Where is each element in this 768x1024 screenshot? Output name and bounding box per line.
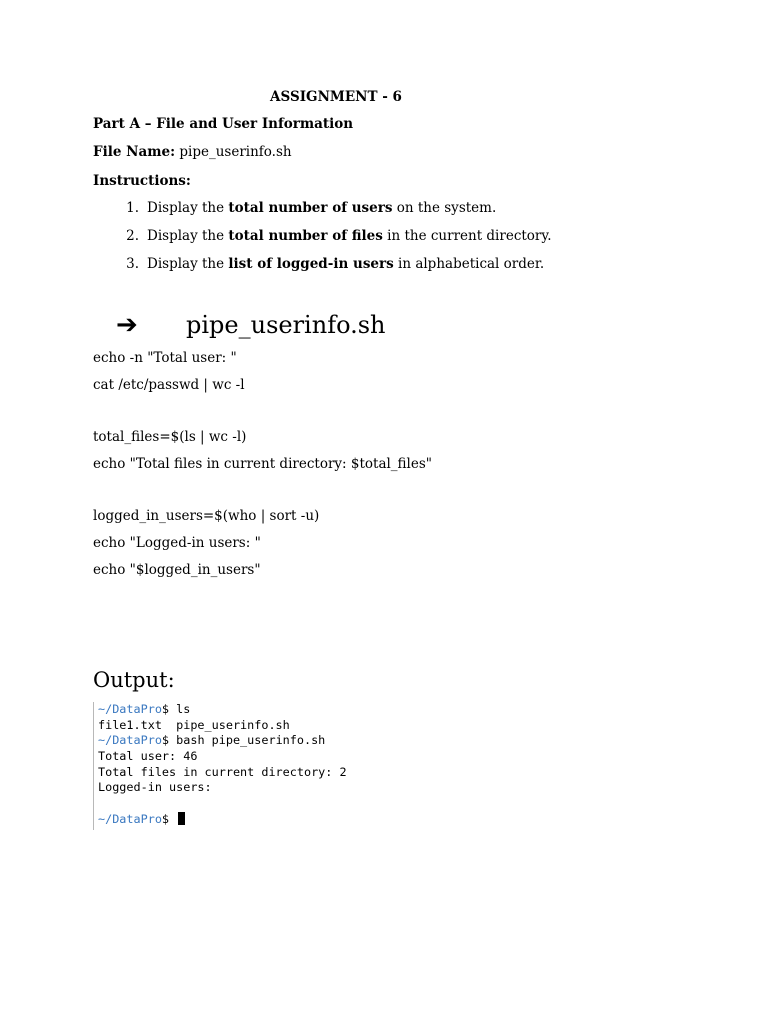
terminal-prompt-line: [98, 702, 355, 718]
terminal-command: bash pipe_userinfo.sh: [169, 733, 326, 748]
terminal-output-line: [98, 796, 355, 812]
code-line: echo "Logged-in users: ": [93, 535, 261, 551]
terminal-cursor: [178, 812, 185, 825]
instruction-text: Display the: [147, 228, 229, 244]
instruction-emphasis: total number of files: [228, 228, 383, 244]
instruction-item: [114, 227, 552, 245]
prompt-path: ~/DataPro: [98, 702, 162, 716]
terminal-prompt-line: [98, 733, 355, 749]
code-line: echo "Total files in current directory: $total_files": [93, 456, 433, 472]
prompt-path: ~/DataPro: [98, 811, 162, 826]
terminal-output-line: Total user: 46: [98, 749, 198, 764]
list-number: 3.: [126, 256, 139, 272]
instruction-text: on the system.: [392, 200, 497, 216]
output-heading: Output:: [93, 668, 175, 692]
prompt-symbol: $: [161, 811, 170, 826]
instruction-item: [114, 199, 496, 217]
code-line: total_files=$(ls | wc -l): [93, 429, 247, 445]
instruction-text: in alphabetical order.: [393, 256, 545, 272]
terminal-output: [93, 702, 355, 830]
assignment-title: ASSIGNMENT - 6: [270, 89, 402, 105]
list-number: 1.: [126, 200, 139, 216]
terminal-output-line: file1.txt pipe_userinfo.sh: [98, 717, 290, 732]
script-heading-text: pipe_userinfo.sh: [186, 311, 386, 339]
file-name-value: pipe_userinfo.sh: [175, 144, 292, 160]
terminal-command: [169, 812, 176, 826]
code-line: cat /etc/passwd | wc -l: [93, 377, 245, 393]
instruction-text: in the current directory.: [382, 228, 552, 244]
terminal-command: ls: [169, 702, 191, 716]
instruction-emphasis: list of logged-in users: [228, 256, 394, 272]
prompt-path: ~/DataPro: [98, 733, 162, 748]
instructions-label: Instructions:: [93, 173, 191, 189]
part-heading: Part A – File and User Information: [93, 116, 354, 132]
code-line: logged_in_users=$(who | sort -u): [93, 508, 320, 524]
script-heading: [116, 309, 386, 341]
file-name-label: File Name:: [93, 144, 176, 160]
prompt-symbol: $: [161, 733, 170, 748]
file-name-line: [93, 143, 292, 161]
list-number: 2.: [126, 228, 139, 244]
instruction-item: [114, 255, 544, 273]
right-arrow-icon: ➔: [116, 310, 138, 340]
instruction-text: Display the: [147, 256, 229, 272]
terminal-prompt-line[interactable]: [98, 812, 355, 828]
terminal-output-line: Total files in current directory: 2: [98, 764, 347, 779]
instruction-emphasis: total number of users: [228, 200, 393, 216]
instruction-text: Display the: [147, 200, 229, 216]
prompt-symbol: $: [161, 702, 170, 716]
terminal-output-line: Logged-in users:: [98, 780, 212, 795]
code-line: echo "$logged_in_users": [93, 562, 261, 578]
code-line: echo -n "Total user: ": [93, 350, 237, 366]
